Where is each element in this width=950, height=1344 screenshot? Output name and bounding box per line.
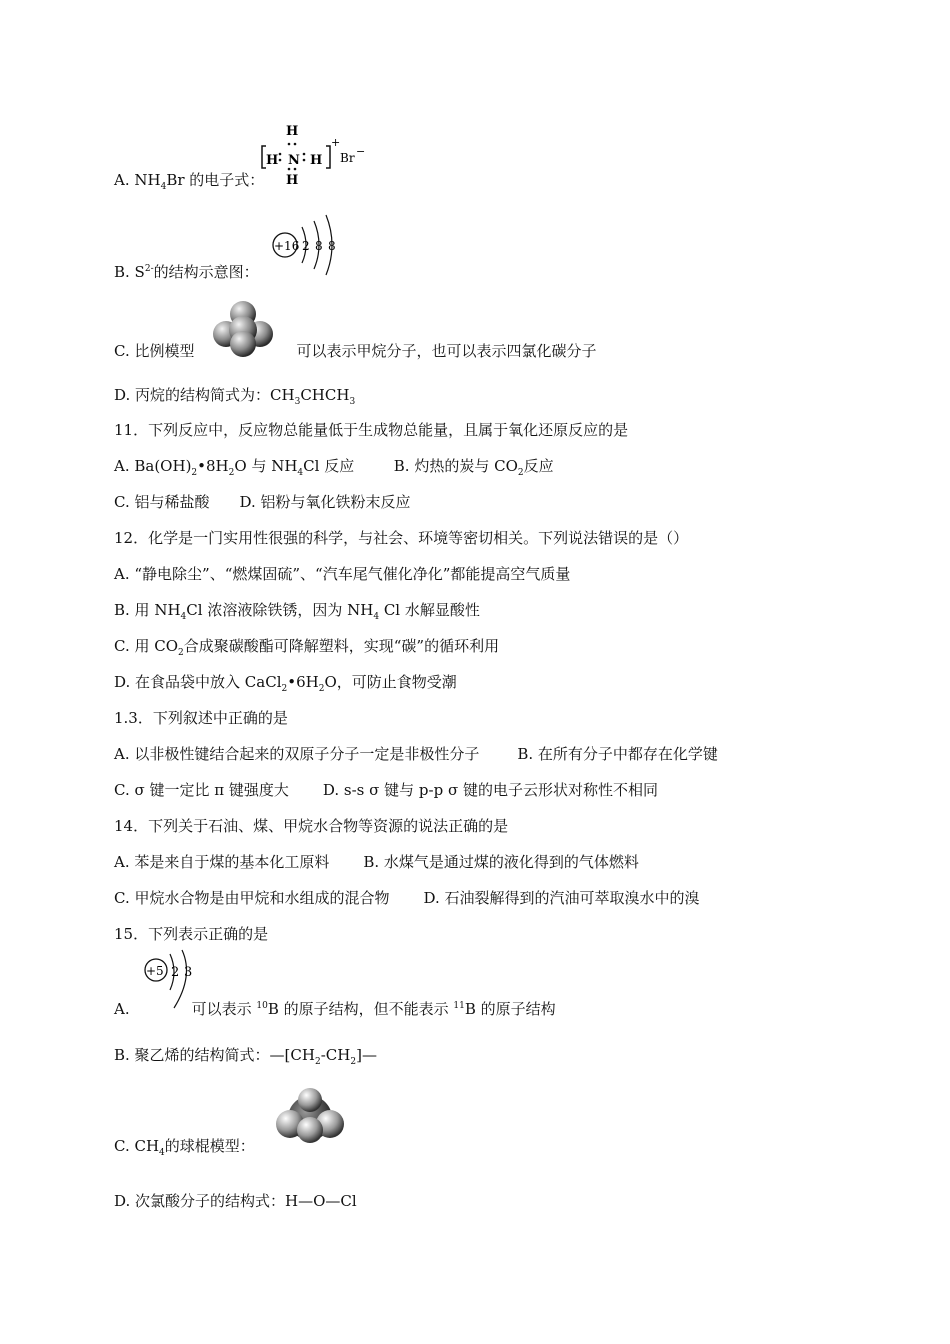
q15-stem: 15．下列表示正确的是 bbox=[114, 925, 269, 943]
q14-options-ab: A. 苯是来自于煤的基本化工原料 B. 水煤气是通过煤的液化得到的气体燃料 bbox=[114, 853, 639, 871]
q14-options-cd: C. 甲烷水合物是由甲烷和水组成的混合物 D. 石油裂解得到的汽油可萃取溴水中的溴 bbox=[114, 889, 700, 907]
nh4br-electron-formula bbox=[258, 122, 368, 188]
q12-option-d: D. 在食品袋中放入 $CaCl_2•6H_2O$，可防止食物受潮 bbox=[114, 673, 457, 694]
formula-h-left: H bbox=[266, 153, 279, 168]
shell-3: 8 bbox=[328, 239, 336, 253]
boron-shell-2: 3 bbox=[184, 965, 193, 980]
q13-options-cd: C. σ 键一定比 π 键强度大 D. s-s σ 键与 p-p σ 键的电子云形状对称性不相同 bbox=[114, 781, 658, 799]
q10-option-d: D. 丙烷的结构简式为：$CH_3CHCH_3$ bbox=[114, 386, 356, 407]
formula-h-top: H bbox=[286, 124, 299, 139]
formula-br: Br bbox=[340, 151, 355, 165]
shell-2: 8 bbox=[315, 239, 323, 253]
boron-nucleus: +5 bbox=[146, 964, 164, 978]
q10-option-b: B. $S^{2-}$的结构示意图： bbox=[114, 263, 259, 281]
ball-model-image bbox=[270, 1086, 350, 1148]
q13-stem: 1.3．下列叙述中正确的是 bbox=[114, 709, 288, 727]
q12-option-c: C. 用 $CO_2$合成聚碳酸酯可降解塑料，实现“碳”的循环利用 bbox=[114, 637, 500, 658]
q11-options-cd: C. 铝与稀盐酸 D. 铝粉与氧化铁粉末反应 bbox=[114, 493, 411, 511]
q15-option-a: A. 可以表示 $^{10}$B 的原子结构，但不能表示 $^{11}$B 的原子结构 bbox=[114, 1000, 556, 1018]
boron-shell-1: 2 bbox=[171, 965, 180, 980]
q15-option-d: D. 次氯酸分子的结构式：H—O—Cl bbox=[114, 1192, 357, 1210]
q13-options-ab: A. 以非极性键结合起来的双原子分子一定是非极性分子 B. 在所有分子中都存在化学键 bbox=[114, 745, 718, 763]
formula-h-right: H bbox=[310, 153, 323, 168]
q11-options-ab: A. $Ba(OH)_2•8H_2O$ 与 $NH_4Cl$ 反应 B. 灼热的炭与 $CO_2$反应 bbox=[114, 457, 554, 478]
q12-stem: 12．化学是一门实用性很强的科学，与社会、环境等密切相关。下列说法错误的是（） bbox=[114, 529, 689, 547]
q14-stem: 14．下列关于石油、煤、甲烷水合物等资源的说法正确的是 bbox=[114, 817, 509, 835]
q11-stem: 11．下列反应中，反应物总能量低于生成物总能量，且属于氧化还原反应的是 bbox=[114, 421, 629, 439]
sulfur-ion-structure-diagram bbox=[270, 205, 350, 279]
q15-option-c: C. $CH_4$的球棍模型： bbox=[114, 1137, 255, 1158]
q10-option-a: A. $NH_4Br$ 的电子式： bbox=[114, 171, 265, 192]
shell-1: 2 bbox=[302, 239, 310, 253]
formula-plus: + bbox=[331, 136, 341, 149]
formula-n: N bbox=[288, 153, 300, 168]
q10-option-c: C. 比例模型 可以表示甲烷分子，也可以表示四氯化碳分子 bbox=[114, 342, 597, 360]
q15-option-b: B. 聚乙烯的结构简式：$—[CH_2-CH_2]—$ bbox=[114, 1046, 377, 1067]
q12-option-a: A. “静电除尘”、“燃煤固硫”、“汽车尾气催化净化”都能提高空气质量 bbox=[114, 565, 571, 583]
formula-h-bottom: H bbox=[286, 173, 299, 188]
formula-minus: − bbox=[356, 145, 366, 158]
q12-option-b: B. 用 $NH_4Cl$ 浓溶液除铁锈，因为 $NH_4$ Cl 水解显酸性 bbox=[114, 601, 480, 622]
nucleus-charge: +16 bbox=[274, 239, 300, 253]
